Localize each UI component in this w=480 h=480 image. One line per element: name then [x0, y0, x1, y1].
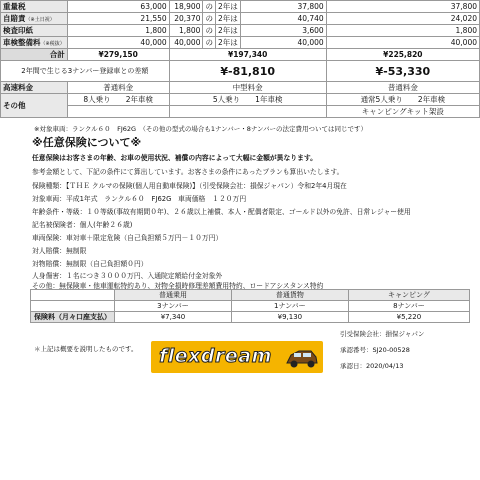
cell-c: 40,000 [326, 37, 479, 49]
premium-value: ¥9,130 [231, 312, 348, 323]
cell-mult: 2年は [215, 25, 240, 37]
insurance-premium-table [30, 289, 470, 323]
table-row [31, 301, 470, 312]
cell-mult: 2年は [215, 1, 240, 13]
table-row [31, 290, 470, 301]
cell-c: 1,800 [326, 25, 479, 37]
cell-b: 18,900 [169, 1, 203, 13]
other-b-2 [169, 106, 326, 118]
cell-b-total: 40,000 [240, 37, 326, 49]
premium-value: ¥5,220 [348, 312, 469, 323]
cell-a: 40,000 [67, 37, 169, 49]
insurance-line: 任意保険はお客さまの年齢、お車の使用状況、補償の内容によって大幅に金額が異なります。 [32, 154, 317, 162]
row-label: 重量税 [1, 1, 68, 13]
cell-b: 40,000 [169, 37, 203, 49]
total-row [1, 49, 480, 61]
other-b: 5人乗り 1年車検 [169, 94, 326, 106]
flexdream-logo [151, 341, 323, 373]
car-icon [285, 345, 319, 369]
total-c: ¥225,820 [326, 49, 479, 61]
footer-date: 承認日：2020/04/13 [340, 362, 404, 370]
cell-op: の [203, 1, 216, 13]
toll-label: 高速料金 [1, 82, 68, 94]
cell-mult: 2年は [215, 13, 240, 25]
blank-cell [31, 290, 115, 301]
other-label: その他 [1, 94, 68, 118]
row-label: 車検整備料（※税抜） [1, 37, 68, 49]
logo-text: flexdream [159, 345, 272, 367]
col-header: 普通乗用 [115, 290, 232, 301]
premium-value: ¥7,340 [115, 312, 232, 323]
total-label: 合計 [1, 49, 68, 61]
other-c-2: キャンピングキット架設 [326, 106, 479, 118]
toll-row [1, 82, 480, 94]
table-row [1, 13, 480, 25]
cell-c: 37,800 [326, 1, 479, 13]
insurance-line: 車両保険：車対車＋限定危険（自己負担額５万円－１０万円） [32, 234, 223, 242]
table-row [1, 37, 480, 49]
col-subheader: 3ナンバー [115, 301, 232, 312]
col-subheader: 1ナンバー [231, 301, 348, 312]
cell-op: の [203, 13, 216, 25]
insurance-line: 対人賠償：無制限 [32, 247, 87, 255]
insurance-line: 対象車両：平成1年式 ランクル６０ FJ62G 車両価格 １２０万円 [32, 195, 247, 203]
table-row [1, 1, 480, 13]
insurance-line: 年齢条件・等級：１０等級(事故有期間０年)、２６歳以上補償、本人・配偶者限定、ゴールド以外の免許、日常レジャー使用 [32, 208, 411, 216]
footer-approval: 承認番号：SJ20-00528 [340, 346, 410, 354]
difference-c: ¥-53,330 [326, 61, 479, 82]
col-subheader: 8ナンバー [348, 301, 469, 312]
footer-issuer: 引受保険会社：損保ジャパン [340, 330, 425, 338]
insurance-line: 対物賠償：無制限（自己負担額０円） [32, 260, 148, 268]
cell-b-total: 3,600 [240, 25, 326, 37]
target-vehicle-note: ※対象車両：ランクル６０ FJ62G （その他の型式の場合も1ナンバー・8ナンバーの法定費用ついては同じです） [34, 125, 368, 133]
cell-a: 21,550 [67, 13, 169, 25]
toll-a: 普通料金 [67, 82, 169, 94]
row-label: 自賠責（※土日祝） [1, 13, 68, 25]
cell-b: 1,800 [169, 25, 203, 37]
cell-b-total: 40,740 [240, 13, 326, 25]
difference-row [1, 61, 480, 82]
toll-c: 普通料金 [326, 82, 479, 94]
cost-comparison-table [0, 0, 480, 118]
table-row [1, 25, 480, 37]
cell-op: の [203, 25, 216, 37]
cell-b-total: 37,800 [240, 1, 326, 13]
row-label: 検査印紙 [1, 25, 68, 37]
col-header: 普通貨物 [231, 290, 348, 301]
insurance-line: 人身傷害：１名につき３０００万円、入通院定額給付金対象外 [32, 272, 223, 280]
cell-a: 63,000 [67, 1, 169, 13]
other-row-2 [1, 106, 480, 118]
insurance-line: その他：無保険車・他車運転特約あり、対物全損時修理差額費用特約、ロードアシスタンス特約 [32, 282, 324, 290]
toll-b: 中型料金 [169, 82, 326, 94]
total-a: ¥279,150 [67, 49, 169, 61]
blank-cell [31, 301, 115, 312]
premium-label: 保険料（月々口座支払） [31, 312, 115, 323]
col-header: キャンピング [348, 290, 469, 301]
difference-b: ¥-81,810 [169, 61, 326, 82]
insurance-line: 参考金額として、下記の条件にて算出しています。お客さまの条件にあったプランも算出いたします。 [32, 168, 344, 176]
insurance-line: 記名被保険者：個人(年齢２６歳) [32, 221, 133, 229]
cell-a: 1,800 [67, 25, 169, 37]
total-b: ¥197,340 [169, 49, 326, 61]
insurance-line: 保険種類：【ＴＨＥ クルマの保険(個人用自動車保険)】（引受保険会社：損保ジャパン）令和2年4月現在 [32, 182, 347, 190]
cell-c: 24,020 [326, 13, 479, 25]
other-c: 通常5人乗り 2年車検 [326, 94, 479, 106]
footer-note: ＊上記は概要を説明したものです。 [34, 345, 138, 353]
other-a: 8人乗り 2年車検 [67, 94, 169, 106]
difference-note: 2年間で生じる3ナンバー登録車との差額 [1, 61, 170, 82]
cell-mult: 2年は [215, 37, 240, 49]
other-a-2 [67, 106, 169, 118]
other-row [1, 94, 480, 106]
cell-b: 20,370 [169, 13, 203, 25]
cell-op: の [203, 37, 216, 49]
insurance-heading: ※任意保険について※ [32, 136, 142, 149]
table-row [31, 312, 470, 323]
